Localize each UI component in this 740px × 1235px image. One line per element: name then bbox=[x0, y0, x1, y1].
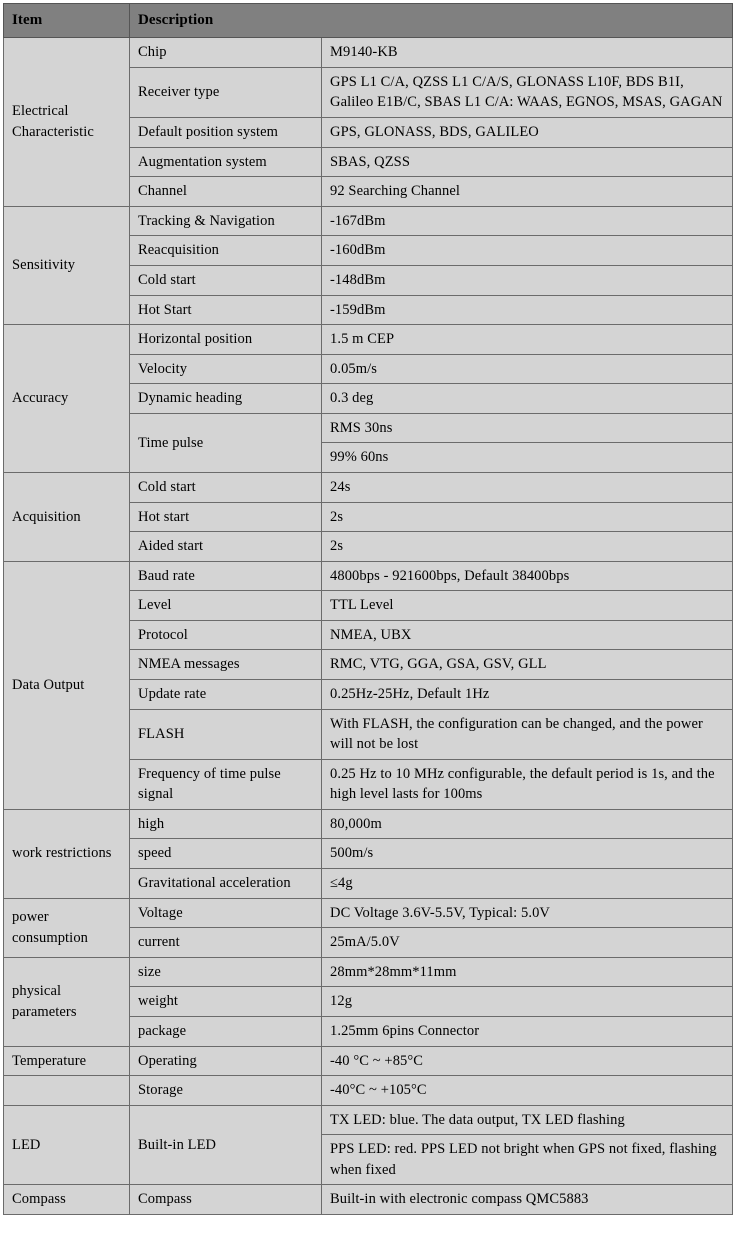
param-value-secondary: PPS LED: red. PPS LED not bright when GPS not fixed, flashing when fixed bbox=[322, 1135, 733, 1185]
param-label: Hot Start bbox=[130, 295, 322, 325]
param-label: Receiver type bbox=[130, 67, 322, 117]
column-header-item: Item bbox=[4, 4, 130, 38]
table-row bbox=[4, 1185, 733, 1215]
param-label: Storage bbox=[130, 1076, 322, 1106]
param-value: 0.25 Hz to 10 MHz configurable, the default period is 1s, and the high level lasts for 100ms bbox=[322, 759, 733, 809]
param-label: NMEA messages bbox=[130, 650, 322, 680]
param-label: Baud rate bbox=[130, 561, 322, 591]
group-label-work-restrictions: work restrictions bbox=[4, 809, 130, 898]
param-label: weight bbox=[130, 987, 322, 1017]
param-value: 1.5 m CEP bbox=[322, 325, 733, 355]
param-value: RMC, VTG, GGA, GSA, GSV, GLL bbox=[322, 650, 733, 680]
param-label: Level bbox=[130, 591, 322, 621]
param-label: Channel bbox=[130, 177, 322, 207]
param-label: Update rate bbox=[130, 680, 322, 710]
param-label: current bbox=[130, 928, 322, 958]
param-value: 1.25mm 6pins Connector bbox=[322, 1016, 733, 1046]
param-value: TTL Level bbox=[322, 591, 733, 621]
param-label: Protocol bbox=[130, 620, 322, 650]
param-value: 0.3 deg bbox=[322, 384, 733, 414]
param-label: Horizontal position bbox=[130, 325, 322, 355]
group-label-physical-parameters: physical parameters bbox=[4, 957, 130, 1046]
param-value: -160dBm bbox=[322, 236, 733, 266]
param-value: ≤4g bbox=[322, 869, 733, 899]
param-label: Aided start bbox=[130, 532, 322, 562]
group-label-power-consumption: power consumption bbox=[4, 898, 130, 957]
param-value: NMEA, UBX bbox=[322, 620, 733, 650]
param-label: high bbox=[130, 809, 322, 839]
param-value: -167dBm bbox=[322, 206, 733, 236]
param-value: RMS 30ns bbox=[322, 413, 733, 443]
group-label-compass: Compass bbox=[4, 1185, 130, 1215]
param-label: FLASH bbox=[130, 709, 322, 759]
param-label: Tracking & Navigation bbox=[130, 206, 322, 236]
param-value: 12g bbox=[322, 987, 733, 1017]
param-value: SBAS, QZSS bbox=[322, 147, 733, 177]
column-header-description: Description bbox=[130, 4, 733, 38]
param-label: Reacquisition bbox=[130, 236, 322, 266]
param-value: 28mm*28mm*11mm bbox=[322, 957, 733, 987]
param-value: 4800bps - 921600bps, Default 38400bps bbox=[322, 561, 733, 591]
param-label: Default position system bbox=[130, 118, 322, 148]
param-value: GPS, GLONASS, BDS, GALILEO bbox=[322, 118, 733, 148]
table-row bbox=[4, 1105, 733, 1135]
param-value: DC Voltage 3.6V-5.5V, Typical: 5.0V bbox=[322, 898, 733, 928]
param-label: Cold start bbox=[130, 265, 322, 295]
param-value: -40 °C ~ +85°C bbox=[322, 1046, 733, 1076]
table-row bbox=[4, 561, 733, 591]
group-label-led: LED bbox=[4, 1105, 130, 1185]
param-value-secondary: 99% 60ns bbox=[322, 443, 733, 473]
table-row bbox=[4, 809, 733, 839]
param-value: 80,000m bbox=[322, 809, 733, 839]
param-value: 0.25Hz-25Hz, Default 1Hz bbox=[322, 680, 733, 710]
table-row bbox=[4, 1046, 733, 1076]
param-label: Voltage bbox=[130, 898, 322, 928]
param-value: TX LED: blue. The data output, TX LED flashing bbox=[322, 1105, 733, 1135]
param-value: -148dBm bbox=[322, 265, 733, 295]
group-label-temperature: Temperature bbox=[4, 1046, 130, 1076]
table-row bbox=[4, 957, 733, 987]
param-value: 0.05m/s bbox=[322, 354, 733, 384]
param-label: Operating bbox=[130, 1046, 322, 1076]
param-label: Time pulse bbox=[130, 413, 322, 472]
param-label: Dynamic heading bbox=[130, 384, 322, 414]
table-row bbox=[4, 38, 733, 68]
param-label: Gravitational acceleration bbox=[130, 869, 322, 899]
table-row bbox=[4, 1076, 733, 1106]
table-row bbox=[4, 472, 733, 502]
param-value: With FLASH, the configuration can be changed, and the power will not be lost bbox=[322, 709, 733, 759]
param-label: Built-in LED bbox=[130, 1105, 322, 1185]
param-label: Velocity bbox=[130, 354, 322, 384]
param-value: -40°C ~ +105°C bbox=[322, 1076, 733, 1106]
param-label: speed bbox=[130, 839, 322, 869]
group-label-sensitivity: Sensitivity bbox=[4, 206, 130, 324]
table-body bbox=[4, 38, 733, 1215]
param-value: 2s bbox=[322, 532, 733, 562]
param-label: Hot start bbox=[130, 502, 322, 532]
group-label-electrical-characteristic: Electrical Characteristic bbox=[4, 38, 130, 206]
specification-table bbox=[3, 3, 733, 1215]
group-label-data-output: Data Output bbox=[4, 561, 130, 809]
param-label: Cold start bbox=[130, 472, 322, 502]
param-value: 92 Searching Channel bbox=[322, 177, 733, 207]
param-value: M9140-KB bbox=[322, 38, 733, 68]
param-label: package bbox=[130, 1016, 322, 1046]
param-value: Built-in with electronic compass QMC5883 bbox=[322, 1185, 733, 1215]
group-label-accuracy: Accuracy bbox=[4, 325, 130, 473]
param-label: Augmentation system bbox=[130, 147, 322, 177]
param-value: 500m/s bbox=[322, 839, 733, 869]
table-header bbox=[4, 4, 733, 38]
table-row bbox=[4, 325, 733, 355]
param-value: GPS L1 C/A, QZSS L1 C/A/S, GLONASS L10F, BDS B1I, Galileo E1B/C, SBAS L1 C/A: WAAS, EGNOS, MSAS, GAGAN bbox=[322, 67, 733, 117]
param-value: 2s bbox=[322, 502, 733, 532]
param-label: size bbox=[130, 957, 322, 987]
param-value: 25mA/5.0V bbox=[322, 928, 733, 958]
group-label-acquisition: Acquisition bbox=[4, 472, 130, 561]
table-row bbox=[4, 898, 733, 928]
header-row bbox=[4, 4, 733, 38]
param-label: Frequency of time pulse signal bbox=[130, 759, 322, 809]
table-row bbox=[4, 206, 733, 236]
param-label: Chip bbox=[130, 38, 322, 68]
group-label-temperature-empty bbox=[4, 1076, 130, 1106]
param-label: Compass bbox=[130, 1185, 322, 1215]
param-value: -159dBm bbox=[322, 295, 733, 325]
param-value: 24s bbox=[322, 472, 733, 502]
